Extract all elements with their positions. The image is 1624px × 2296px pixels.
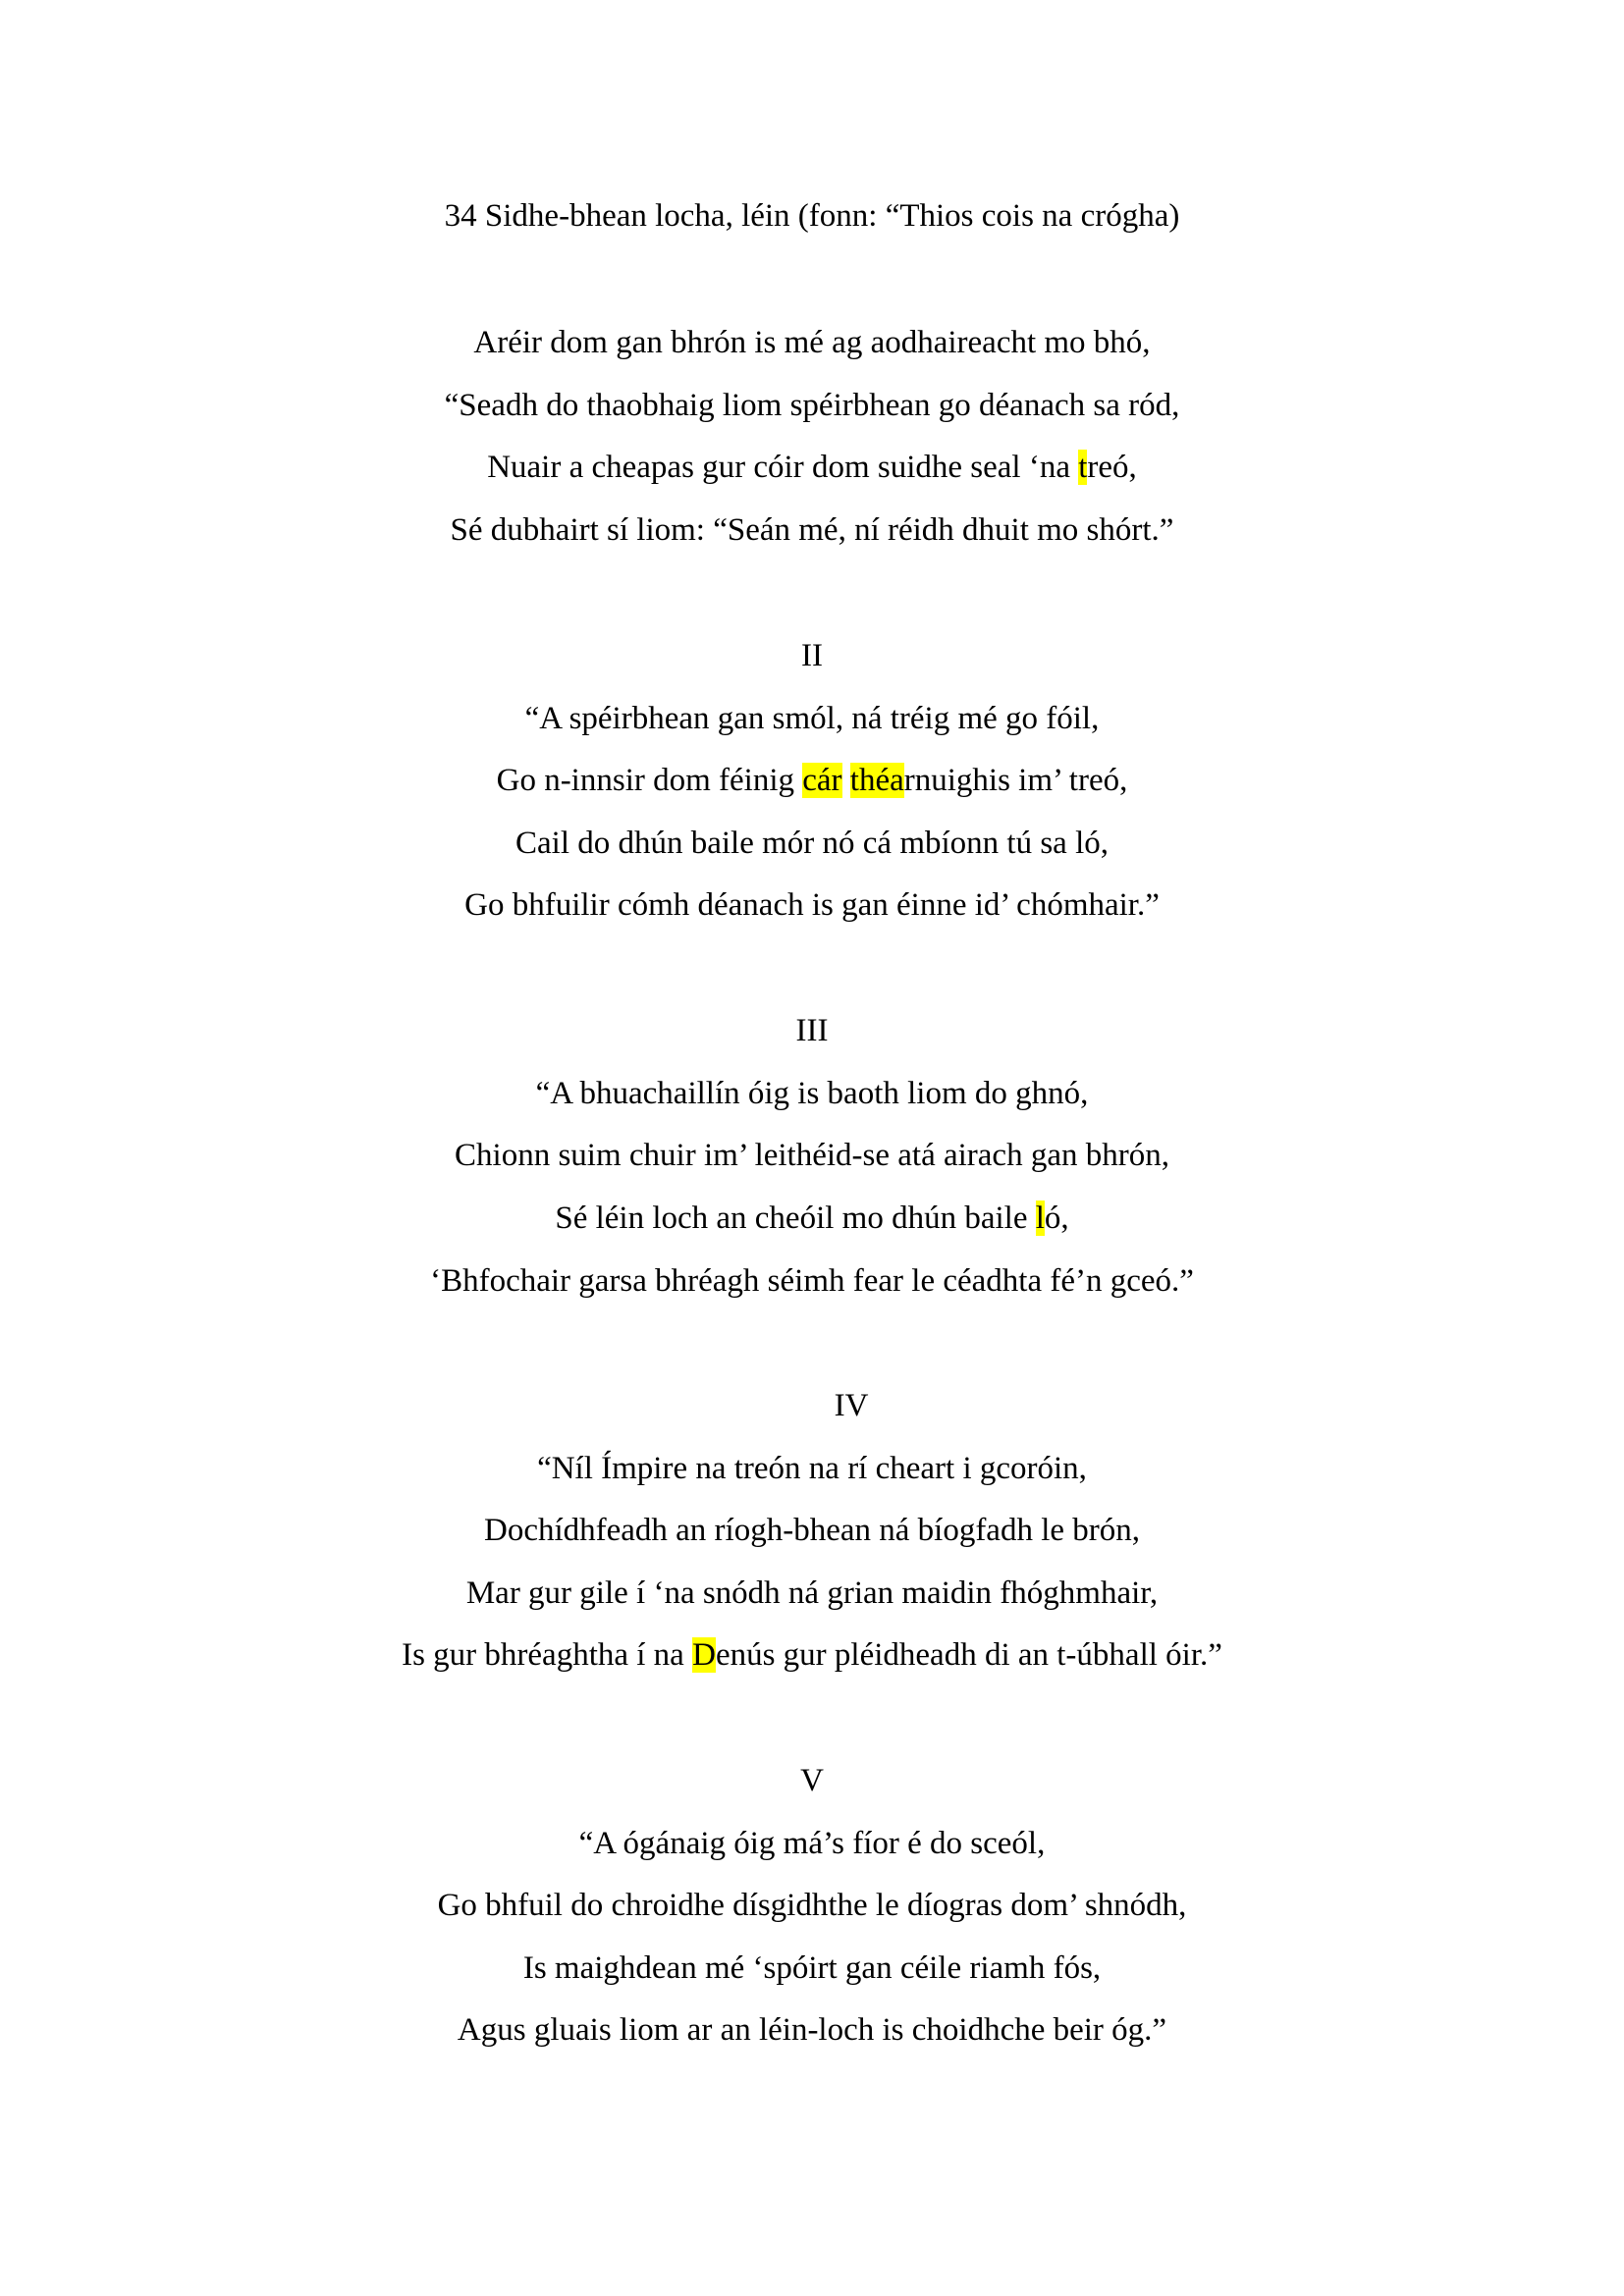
highlight: théa <box>849 763 904 798</box>
verse-line: Is gur bhréaghtha í na Denús gur pléidheadh di an t-úbhall óir.” <box>402 1637 1222 1673</box>
verse-line: Nuair a cheapas gur cóir dom suidhe seal ‘na treó, <box>487 450 1137 485</box>
verse-line: Go bhfuilir cómh déanach is gan éinne id’ chómhair.” <box>464 887 1160 923</box>
verse-line: Go bhfuil do chroidhe dísgidhthe le díogras dom’ shnódh, <box>437 1888 1187 1923</box>
verse-line: Sé léin loch an cheóil mo dhún baile ló, <box>555 1201 1069 1236</box>
verse-line: Go n-innsir dom féinig cár théarnuighis im’ treó, <box>496 763 1128 798</box>
verse-line: “A bhuachaillín óig is baoth liom do ghnó, <box>535 1076 1089 1111</box>
highlight: t <box>1078 450 1088 485</box>
highlight: l <box>1035 1201 1045 1236</box>
verse-line: Is maighdean mé ‘spóirt gan céile riamh fós, <box>522 1950 1102 1986</box>
stanza-numeral: II <box>801 638 823 673</box>
verse-line: Cail do dhún baile mór nó cá mbíonn tú sa ló, <box>515 826 1109 861</box>
verse-line: Aréir dom gan bhrón is mé ag aodhaireacht mo bhó, <box>473 325 1151 360</box>
verse-line: “A spéirbhean gan smól, ná tréig mé go fóil, <box>524 701 1100 736</box>
highlight: D <box>692 1637 716 1673</box>
stanza-numeral: IV <box>834 1388 869 1423</box>
verse-line: “Seadh do thaobhaig liom spéirbhean go déanach sa ród, <box>444 388 1180 423</box>
highlight: cár <box>802 763 842 798</box>
verse-line: Dochídhfeadh an ríogh-bhean ná bíogfadh le brón, <box>483 1513 1141 1548</box>
verse-line: Chionn suim chuir im’ leithéid-se atá airach gan bhrón, <box>455 1138 1169 1173</box>
title: 34 Sidhe-bhean locha, léin (fonn: “Thios cois na crógha) <box>444 198 1180 234</box>
verse-line: Agus gluais liom ar an léin-loch is choidhche beir óg.” <box>457 2012 1167 2048</box>
stanza-numeral: III <box>795 1013 829 1048</box>
stanza-numeral: V <box>800 1763 824 1798</box>
verse-line: Mar gur gile í ‘na snódh ná grian maidin fhóghmhair, <box>465 1575 1159 1611</box>
verse-line: “A ógánaig óig má’s fíor é do sceól, <box>578 1826 1046 1861</box>
verse-line: Sé dubhairt sí liom: “Seán mé, ní réidh dhuit mo shórt.” <box>450 512 1174 548</box>
verse-line: “Níl Ímpire na treón na rí cheart i gcoróin, <box>537 1451 1087 1486</box>
verse-line: ‘Bhfochair garsa bhréagh séimh fear le céadhta fé’n gceó.” <box>430 1263 1194 1299</box>
